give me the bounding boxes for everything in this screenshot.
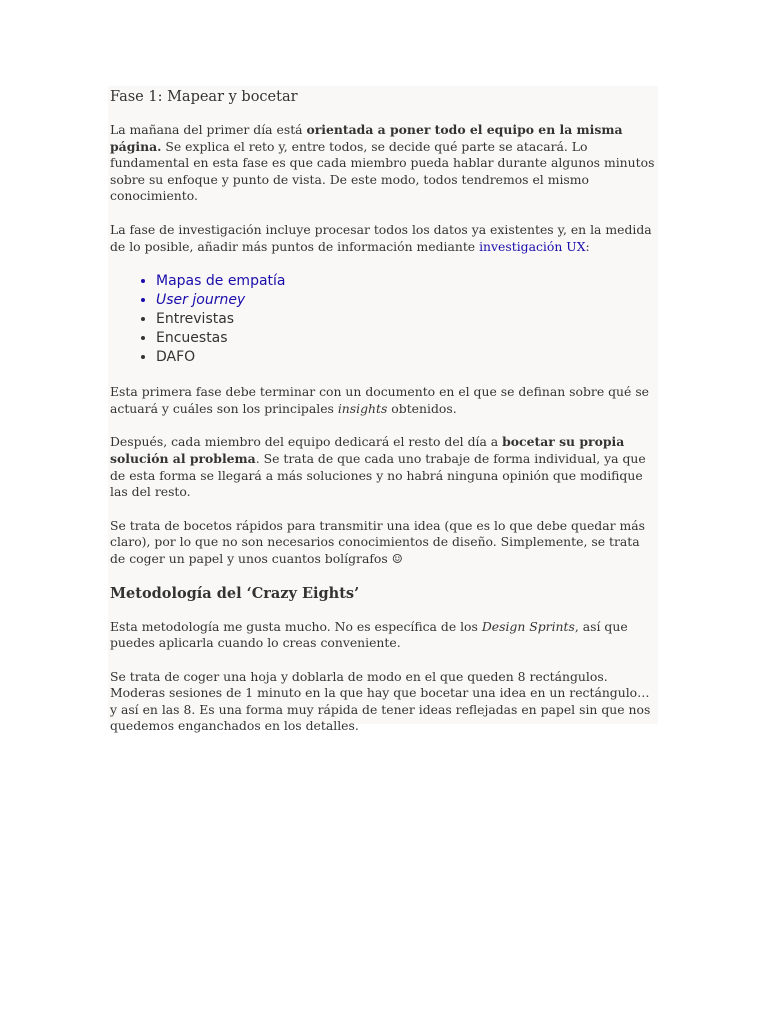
research-methods-list bbox=[110, 272, 658, 367]
paragraph-crazy-eights: Se trata de coger una hoja y doblarla de modo en el que queden 8 rectángulos. Moderas sesiones de 1 minuto en la que hay que bocetar una idea en un rectángulo… y así en las 8. Es una forma muy rápida de tener ideas reflejadas en papel sin que nos quedemos enganchados en los detalles. bbox=[110, 668, 651, 734]
paragraph-intro bbox=[110, 122, 658, 205]
section-heading: Metodología del ‘Crazy Eights’ bbox=[110, 584, 360, 602]
text: Después, cada miembro del equipo dedicará el resto del día a bbox=[110, 434, 503, 450]
paragraph-sketch bbox=[110, 434, 658, 500]
text: La mañana del primer día está bbox=[110, 122, 307, 137]
paragraph-quick-sketches: Se trata de bocetos rápidos para transmitir una idea (que es lo que debe quedar más claro), por lo que no son necesarios conocimientos de diseño. Simplemente, se trata de coger un papel y unos cuantos bolígrafos ☺ bbox=[110, 517, 645, 566]
text: . Se trata de que cada uno trabaje de forma individual, ya que de esta forma se llegará a más soluciones y no habrá ninguna opinión que modifique las del resto. bbox=[110, 450, 646, 500]
list-item-dafo: • DAFO bbox=[156, 348, 658, 367]
phase-heading: Fase 1: Mapear y bocetar bbox=[110, 89, 298, 105]
text: La fase de investigación incluye procesar todos los datos ya existentes y, en la medida de lo posible, añadir más puntos de información mediante bbox=[110, 221, 652, 254]
text: : bbox=[585, 238, 590, 254]
list-item-mapas-empatia[interactable]: • Mapas de empatía bbox=[156, 272, 658, 291]
text: Esta metodología me gusta mucho. No es específica de los bbox=[110, 618, 482, 634]
bold-text: bocetar su propia solución al problema bbox=[110, 434, 625, 466]
document-page bbox=[108, 86, 658, 734]
list-item-user-journey[interactable]: • User journey bbox=[156, 291, 658, 310]
text: Esta primera fase debe terminar con un documento en el que se definan sobre qué se actuará y cuáles son los principales bbox=[110, 384, 650, 416]
link-investigacion-ux[interactable]: investigación UX bbox=[479, 238, 586, 254]
paragraph-research bbox=[110, 222, 658, 255]
paragraph-document bbox=[110, 384, 658, 417]
list-item-encuestas: • Encuestas bbox=[156, 329, 658, 348]
list-item-entrevistas: • Entrevistas bbox=[156, 310, 658, 329]
italic-text: Design Sprints bbox=[481, 618, 575, 634]
italic-text: insights bbox=[337, 400, 388, 416]
bold-text: orientada a poner todo el equipo en la misma página. bbox=[110, 122, 623, 154]
paragraph-methodology bbox=[110, 619, 658, 652]
text: , así que puedes aplicarla cuando lo creas conveniente. bbox=[110, 618, 628, 651]
text: Se explica el reto y, entre todos, se decide qué parte se atacará. Lo fundamental en esta fase es que cada miembro pueda hablar durante algunos minutos sobre su enfoque y punto de vista. De este modo, todos tendremos el mismo conocimiento. bbox=[110, 138, 655, 204]
text: obtenidos. bbox=[387, 400, 457, 416]
